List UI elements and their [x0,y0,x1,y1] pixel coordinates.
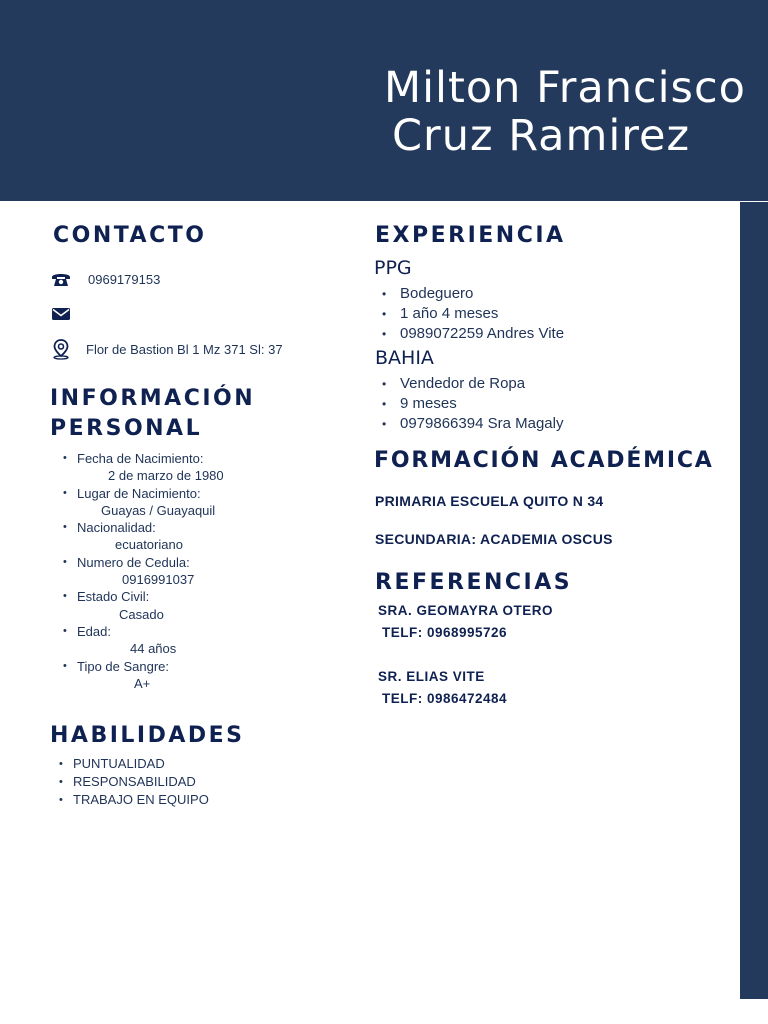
contact-address-row [50,338,283,360]
id-number-label: Numero de Cedula: [77,554,190,570]
location-pin-icon [50,338,76,360]
side-accent-bar [740,202,768,999]
list-item [60,554,224,589]
list-item [60,450,224,485]
list-item: • Bodeguero [374,284,564,304]
job-company-ppg: PPG [374,257,412,279]
list-item [60,485,224,520]
email-icon [50,303,76,325]
nationality-label: Nacionalidad: [77,520,156,536]
list-item: • TRABAJO EN EQUIPO [56,791,209,809]
name-line-2: Cruz Ramirez [392,111,691,161]
marital-status-value: Casado [119,606,164,622]
birthplace-value: Guayas / Guayaquil [101,502,216,518]
blood-type-value: A+ [134,675,151,691]
reference-1-phone: TELF: 0968995726 [382,625,508,640]
personal-heading-line-2: PERSONAL [50,416,203,441]
personal-heading-line-1: INFORMACIÓN [50,386,256,411]
name-line-1: Milton Francisco [384,63,746,113]
skills-list [56,755,209,809]
list-item: • Vendedor de Ropa [374,374,563,394]
references-heading: REFERENCIAS [375,570,573,595]
birthplace-label: Lugar de Nacimiento: [77,485,201,501]
education-primary: PRIMARIA ESCUELA QUITO N 34 [375,493,604,509]
reference-2-phone: TELF: 0986472484 [382,691,508,706]
skills-heading: HABILIDADES [50,723,245,748]
marital-status-label: Estado Civil: [77,589,150,605]
list-item: • 0989072259 Andres Vite [374,324,564,344]
personal-info-list [60,450,224,692]
list-item: • PUNTUALIDAD [56,755,209,773]
birthdate-value: 2 de marzo de 1980 [108,468,224,484]
list-item [60,623,224,658]
birthdate-label: Fecha de Nacimiento: [77,451,204,466]
list-item [60,588,224,623]
list-item: • RESPONSABILIDAD [56,773,209,791]
contact-phone-row [50,268,160,290]
contact-address: Flor de Bastion Bl 1 Mz 371 Sl: 37 [86,341,283,357]
personal-info-heading [50,384,255,444]
job-details-ppg [374,284,564,344]
contact-phone: 0969179153 [88,271,161,287]
job-company-bahia: BAHIA [375,347,434,369]
reference-2-name: SR. ELIAS VITE [378,669,485,684]
contact-heading: CONTACTO [53,223,207,248]
experience-heading: EXPERIENCIA [375,223,566,248]
age-value: 44 años [130,641,177,657]
contact-email-row [50,303,76,325]
nationality-value: ecuatoriano [115,537,183,553]
phone-icon [50,268,76,290]
education-heading: FORMACIÓN ACADÉMICA [374,448,714,473]
blood-type-label: Tipo de Sangre: [77,658,170,674]
job-details-bahia [374,374,563,434]
reference-1-name: SRA. GEOMAYRA OTERO [378,603,554,618]
list-item: • 0979866394 Sra Magaly [374,414,563,434]
education-secondary: SECUNDARIA: ACADEMIA OSCUS [375,531,613,547]
age-label: Edad: [77,623,111,639]
list-item [60,658,224,693]
list-item [60,519,224,554]
list-item: • 1 año 4 meses [374,304,564,324]
list-item: • 9 meses [374,394,563,414]
candidate-name [384,64,764,160]
id-number-value: 0916991037 [122,572,195,588]
